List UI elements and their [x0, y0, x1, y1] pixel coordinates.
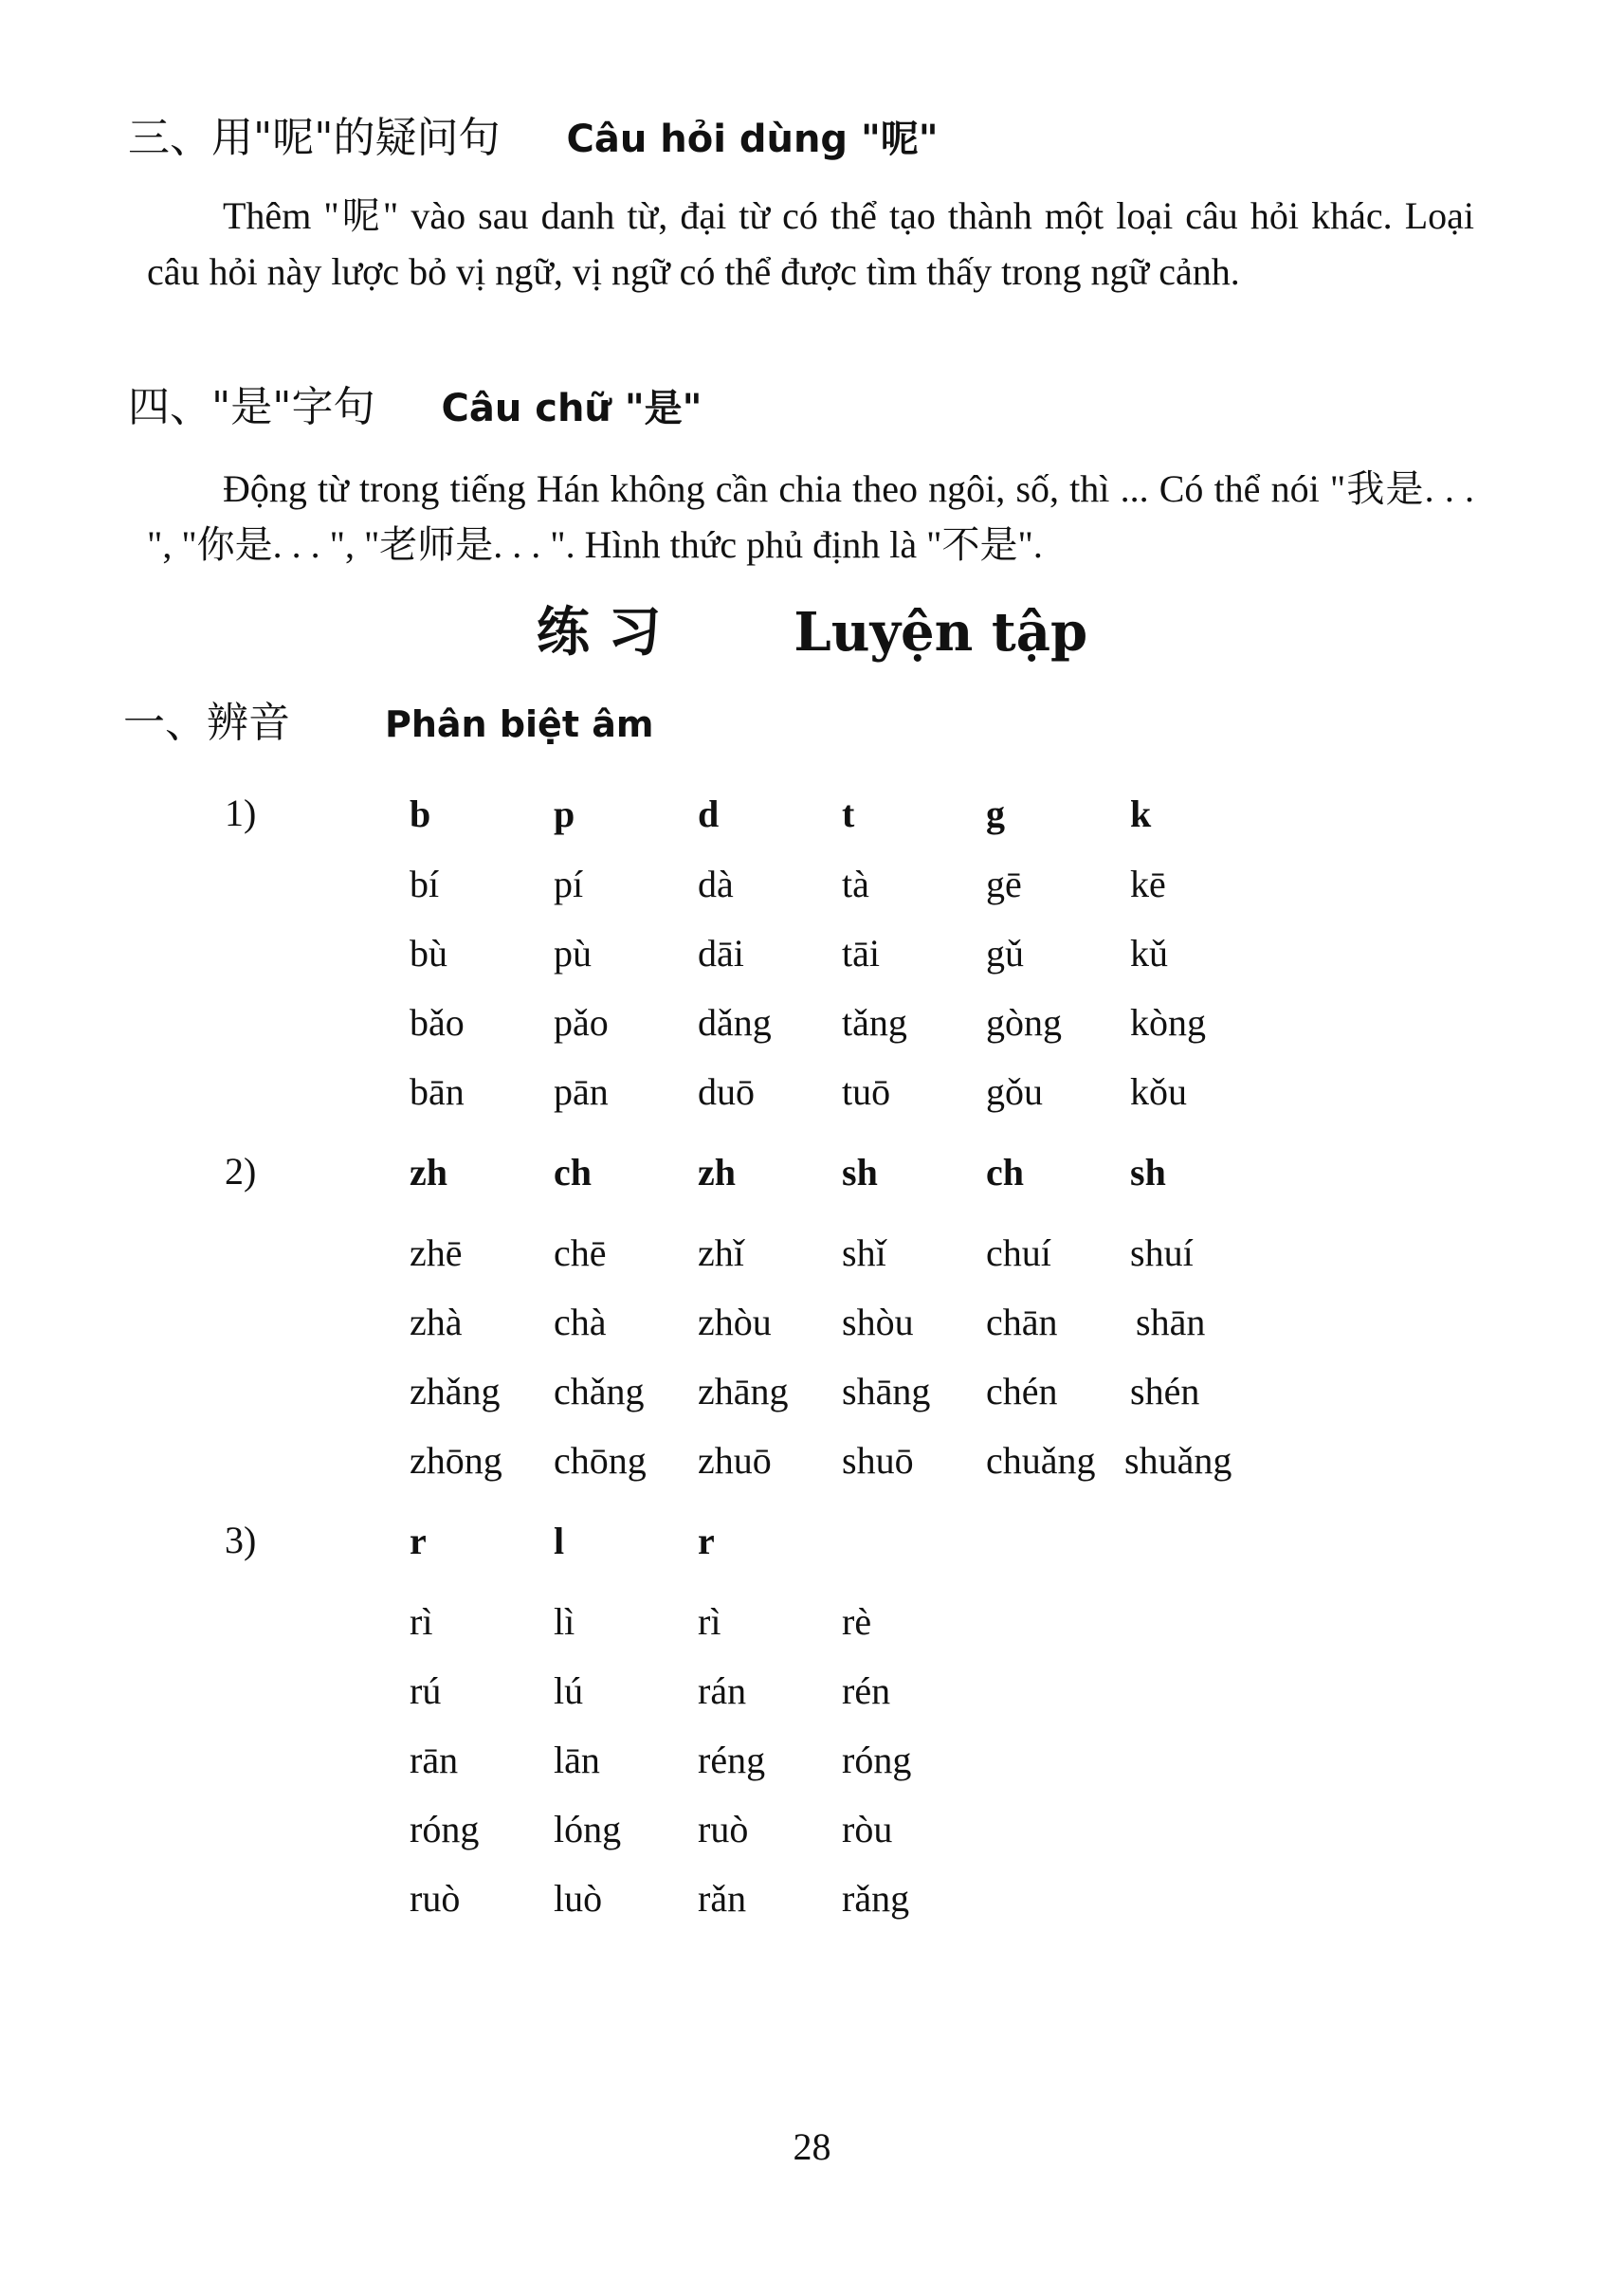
- syllable: tǎng: [842, 1001, 907, 1044]
- syllable: gǔ: [986, 932, 1024, 975]
- syllable: rén: [842, 1669, 891, 1712]
- syllable: dà: [698, 863, 734, 905]
- syllable-head: k: [1130, 793, 1152, 835]
- syllable: zhà: [410, 1301, 463, 1343]
- syllable: chē: [554, 1231, 607, 1274]
- syllable: chén: [986, 1370, 1058, 1412]
- syllable: pǎo: [554, 1001, 609, 1044]
- syllable: rǎn: [698, 1877, 747, 1920]
- section-title-chinese: "是"字句: [211, 383, 375, 431]
- syllable: pù: [554, 932, 592, 975]
- syllable: kǔ: [1130, 932, 1168, 975]
- syllable: róng: [410, 1808, 480, 1850]
- syllable: duō: [698, 1070, 755, 1113]
- syllable: róng: [842, 1739, 912, 1781]
- syllable: ruò: [410, 1877, 461, 1920]
- section-number: 四、: [128, 383, 211, 431]
- syllable: tà: [842, 863, 869, 905]
- syllable: shuǎng: [1124, 1439, 1232, 1482]
- syllable: kǒu: [1130, 1070, 1187, 1113]
- syllable-head: b: [410, 793, 431, 835]
- syllable: rì: [410, 1600, 433, 1643]
- group-label: 3): [225, 1519, 257, 1561]
- syllable: rán: [698, 1669, 747, 1712]
- syllable: shǐ: [842, 1231, 886, 1274]
- syllable: pí: [554, 863, 584, 905]
- syllable: réng: [698, 1739, 766, 1781]
- syllable-head: r: [410, 1520, 427, 1562]
- syllable: chān: [986, 1301, 1058, 1343]
- syllable: lóng: [554, 1808, 622, 1850]
- subsection-title-chinese: 辨音: [207, 699, 290, 747]
- syllable: chuí: [986, 1231, 1051, 1274]
- syllable-head: sh: [1130, 1151, 1166, 1194]
- syllable-head: g: [986, 793, 1005, 835]
- syllable: shāng: [842, 1370, 931, 1412]
- syllable: pān: [554, 1070, 609, 1113]
- syllable-head: t: [842, 793, 855, 835]
- syllable: chuǎng: [986, 1439, 1096, 1482]
- syllable: gòng: [986, 1001, 1062, 1044]
- syllable: rǎng: [842, 1877, 910, 1920]
- syllable: chǎng: [554, 1370, 645, 1412]
- subsection-number: 一、: [123, 699, 207, 747]
- syllable: kòng: [1130, 1001, 1206, 1044]
- syllable: gǒu: [986, 1070, 1043, 1113]
- syllable-head: d: [698, 793, 720, 835]
- syllable: bǎo: [410, 1001, 465, 1044]
- syllable: dāi: [698, 932, 744, 975]
- syllable: rè: [842, 1600, 872, 1643]
- section-3-paragraph: Thêm "呢" vào sau danh từ, đại từ có thể tạo thành một loại câu hỏi khác. Loại câu hỏi này lược bỏ vị ngữ, vị ngữ có thể được tìm thấy trong ngữ cảnh.: [147, 194, 1474, 293]
- syllable: zhōng: [410, 1439, 502, 1482]
- syllable-head: l: [554, 1520, 565, 1562]
- syllable: luò: [554, 1877, 603, 1920]
- exercise-title-vietnamese: Luyện tập: [794, 601, 1088, 664]
- syllable: shén: [1130, 1370, 1200, 1412]
- syllable: kē: [1130, 863, 1166, 905]
- section-heading-4: [128, 381, 703, 435]
- group-label: 1): [225, 792, 257, 834]
- syllable: zhǎng: [410, 1370, 501, 1412]
- syllable-head: ch: [554, 1151, 592, 1194]
- syllable-head: ch: [986, 1151, 1024, 1194]
- syllable-head: p: [554, 793, 575, 835]
- syllable: lān: [554, 1739, 600, 1781]
- exercise-title-chinese: 练 习: [536, 601, 662, 664]
- syllable-head: zh: [698, 1151, 736, 1194]
- syllable: shuō: [842, 1439, 914, 1482]
- syllable-head: sh: [842, 1151, 878, 1194]
- section-4-paragraph: Động từ trong tiếng Hán không cần chia theo ngôi, số, thì ... Có thể nói "我是. . . ", "你是. . . ", "老师是. . . ". Hình thức phủ định là "不是".: [147, 467, 1474, 566]
- syllable: rú: [410, 1669, 442, 1712]
- syllable: bù: [410, 932, 447, 975]
- subsection-title-vietnamese: Phân biệt âm: [385, 703, 654, 745]
- page-number: 28: [793, 2125, 831, 2168]
- syllable: zhuō: [698, 1439, 772, 1482]
- section-heading-3: [128, 112, 939, 166]
- syllable: tuō: [842, 1070, 891, 1113]
- syllable: chōng: [554, 1439, 647, 1482]
- syllable: bān: [410, 1070, 465, 1113]
- syllable: rì: [698, 1600, 721, 1643]
- syllable: shān: [1136, 1301, 1206, 1343]
- syllable: shuí: [1130, 1231, 1194, 1274]
- syllable: tāi: [842, 932, 880, 975]
- syllable: gē: [986, 863, 1022, 905]
- syllable-head: r: [698, 1520, 715, 1562]
- syllable: rān: [410, 1739, 459, 1781]
- exercise-title: [0, 599, 1624, 665]
- section-number: 三、: [128, 114, 211, 162]
- syllable: shòu: [842, 1301, 914, 1343]
- syllable: bí: [410, 863, 440, 905]
- syllable: zhòu: [698, 1301, 772, 1343]
- syllable: ròu: [842, 1808, 893, 1850]
- syllable: zhāng: [698, 1370, 789, 1412]
- group-label: 2): [225, 1150, 257, 1193]
- section-title-vietnamese: Câu hỏi dùng "呢": [566, 118, 939, 161]
- section-title-chinese: 用"呢"的疑问句: [211, 114, 501, 162]
- section-title-vietnamese: Câu chữ "是": [441, 387, 703, 430]
- syllable: zhē: [410, 1231, 463, 1274]
- syllable: zhǐ: [698, 1231, 744, 1274]
- syllable: chà: [554, 1301, 607, 1343]
- syllable: dǎng: [698, 1001, 772, 1044]
- syllable-head: zh: [410, 1151, 447, 1194]
- syllable: ruò: [698, 1808, 749, 1850]
- syllable: lú: [554, 1669, 584, 1712]
- syllable: lì: [554, 1600, 575, 1643]
- subsection-heading: [123, 697, 653, 751]
